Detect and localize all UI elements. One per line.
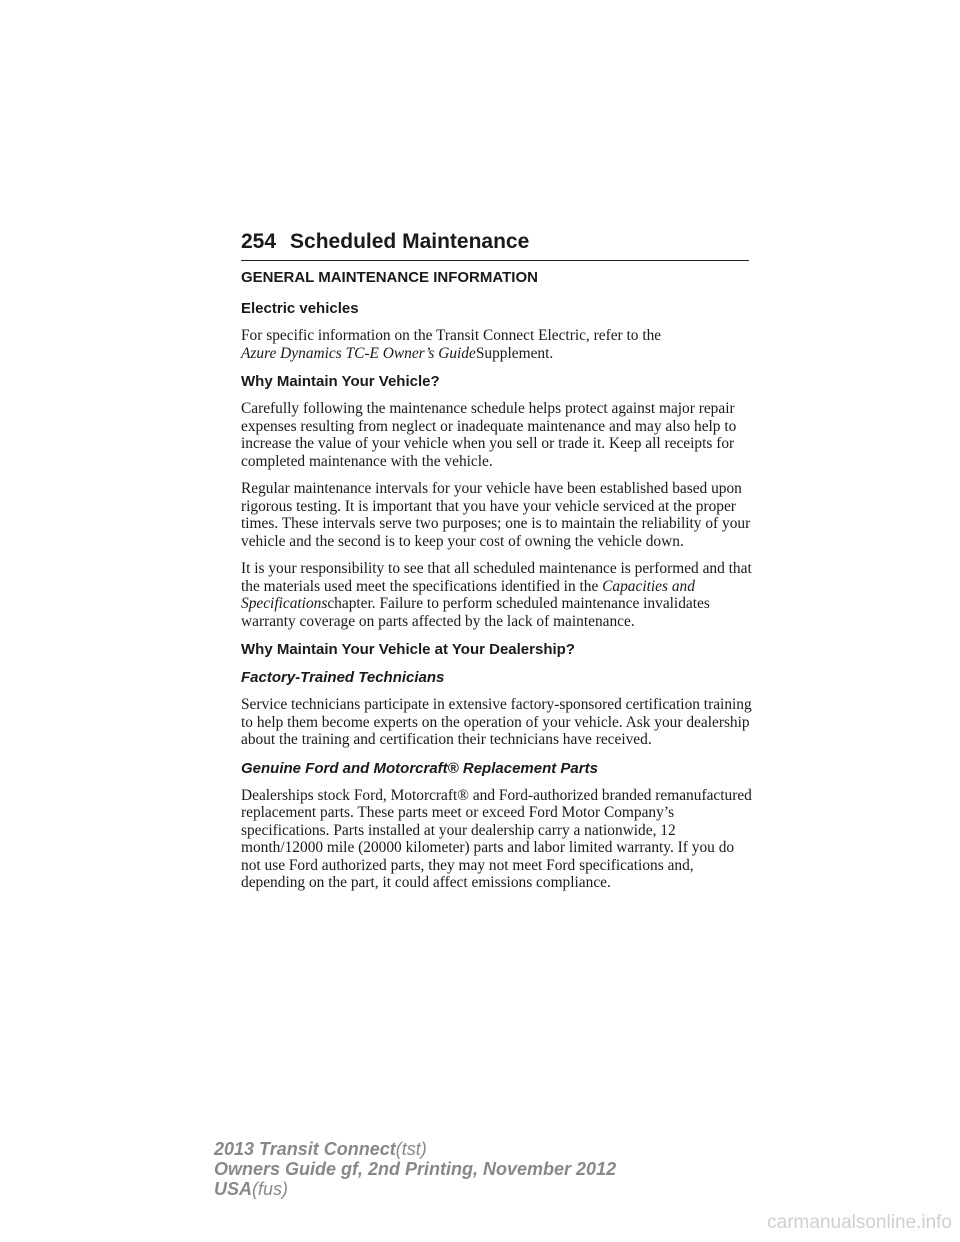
page-header: [241, 228, 749, 261]
why-maintain-paragraph-1: Carefully following the maintenance schedule helps protect against major repair expenses resulting from neglect or inadequate maintenance and may also help to increase the value of your vehicle when you sell or trade it. Keep all receipts for completed maintenance with the vehicle.: [241, 400, 737, 470]
page-footer: [214, 1139, 616, 1199]
why-maintain-paragraph-2: Regular maintenance intervals for your vehicle have been established based upon rigorous testing. It is important that you have your vehicle serviced at the proper times. These intervals serve two purposes; one is to maintain the reliability of your vehicle and the second is to keep your cost of owning the vehicle down.: [241, 480, 751, 550]
watermark: carmanualsonline.info: [767, 1212, 952, 1233]
chapter-title: Scheduled Maintenance: [290, 230, 530, 253]
section-title: GENERAL MAINTENANCE INFORMATION: [241, 269, 538, 286]
parts-heading: Genuine Ford and Motorcraft® Replacement Parts: [241, 759, 598, 777]
technicians-paragraph: Service technicians participate in extensive factory-sponsored certification training to help them become experts on the operation of your vehicle. Ask your dealership about the training and certification their technicians have received.: [241, 696, 752, 748]
why-maintain-paragraph-3: It is your responsibility to see that all scheduled maintenance is performed and that the materials used meet the specifications identified in the Capacities and Specificationschapter. Failure to perform scheduled maintenance invalidates warranty coverage on parts affected by the lack of maintenance.: [241, 560, 752, 630]
dealership-heading: Why Maintain Your Vehicle at Your Dealership?: [241, 641, 575, 658]
electric-vehicles-heading: Electric vehicles: [241, 300, 359, 317]
capacities-chapter-reference: Capacities and Specifications: [241, 577, 695, 612]
electric-vehicles-paragraph: For specific information on the Transit Connect Electric, refer to the Azure Dynamics TC-E Owner’s GuideSupplement.: [241, 327, 662, 362]
footer-line-3: USA(fus): [214, 1179, 289, 1199]
why-maintain-heading: Why Maintain Your Vehicle?: [241, 373, 440, 390]
technicians-heading: Factory-Trained Technicians: [241, 669, 445, 686]
page-number: 254: [241, 230, 277, 253]
parts-paragraph: Dealerships stock Ford, Motorcraft® and Ford-authorized branded remanufactured replacement parts. These parts meet or exceed Ford Motor Company’s specifications. Parts installed at your dealership carry a nationwide, 12 month/12000 mile (20000 kilometer) parts and labor limited warranty. If you do not use Ford authorized parts, they may not meet Ford specifications and, depending on the part, it could affect emissions compliance.: [241, 786, 752, 891]
page-content: [241, 268, 753, 902]
owners-guide-reference: Azure Dynamics TC-E Owner’s Guide: [241, 344, 476, 362]
footer-line-2: Owners Guide gf, 2nd Printing, November 2012: [214, 1159, 617, 1179]
footer-line-1: 2013 Transit Connect(tst): [214, 1139, 427, 1159]
